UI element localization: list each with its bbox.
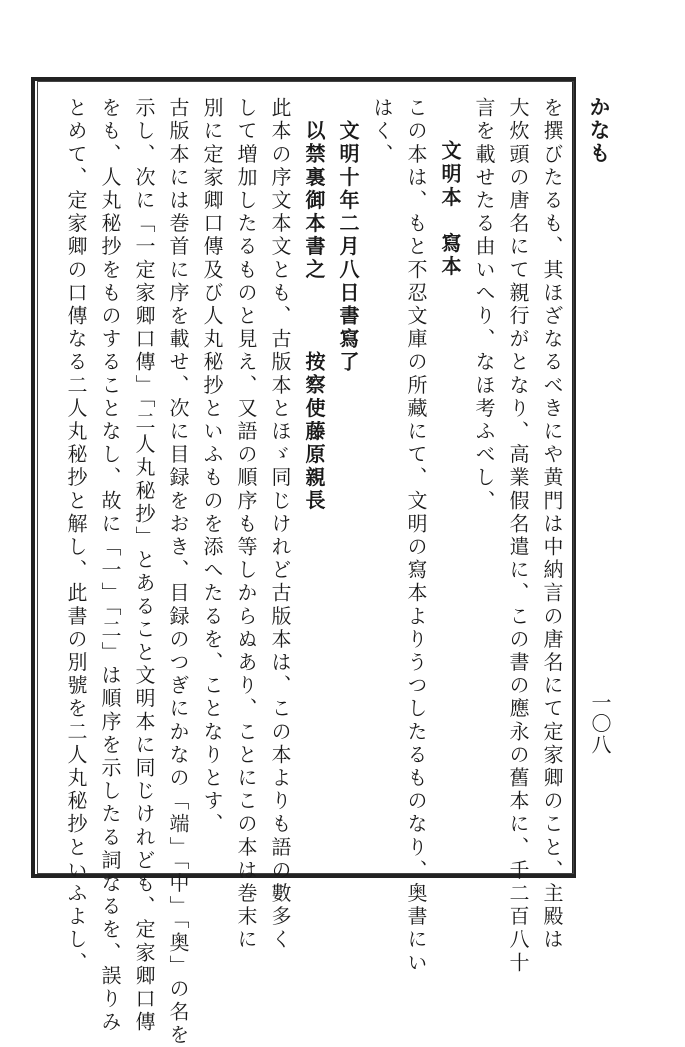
text-column: 示し、次に「一定家卿口傳」「二人丸秘抄」とあること文明本に同じけれども、定家卿口傳 xyxy=(132,97,156,1035)
text-column: とめて、定家卿の口傳なる二人丸秘抄と解し、此書の別號を二人丸秘抄といふよし、 xyxy=(64,97,88,975)
text-column: して増加したるものと見え、又語の順序も等しからぬあり、ことにこの本は巻末に xyxy=(234,97,258,952)
section-heading: 文明本 寫本 xyxy=(438,140,462,279)
running-header: かなも xyxy=(587,96,612,165)
colophon-line: 文明十年二月八日書寫了 xyxy=(336,120,360,375)
text-column: を撰びたるも、其ほざなるべきにや黄門は中納言の唐名にて定家卿のこと、主殿は xyxy=(540,97,564,952)
text-column: をも、人丸秘抄をものすることなし、故に「一」「二」は順序を示したる詞なるを、誤りみ xyxy=(98,97,122,1035)
text-column: はく、 xyxy=(370,97,394,167)
text-column: 言を載せたる由いへり、なほ考ふべし、 xyxy=(472,97,496,513)
text-column: 此本の序文本文とも、古版本とほゞ同じけれど古版本は、この本よりも語の數多く xyxy=(268,97,292,952)
page-number: 一〇八 xyxy=(588,692,612,755)
colophon-line: 以禁裏御本書之 按察使藤原親長 xyxy=(302,120,326,513)
text-column: この本は、もと不忍文庫の所藏にて、文明の寫本よりうつしたるものなり、奥書にい xyxy=(404,97,428,975)
text-column: 大炊頭の唐名にて親行がとなり、高業假名遣に、この書の應永の舊本に、千二百八十 xyxy=(506,97,530,975)
text-column: 古版本には巻首に序を載せ、次に目録をおき、目録のつぎにかなの「端」「中」「奥」の名を xyxy=(166,97,190,1047)
text-column: 別に定家卿口傳及び人丸秘抄といふものを添へたるを、ことなりとす、 xyxy=(200,97,224,837)
